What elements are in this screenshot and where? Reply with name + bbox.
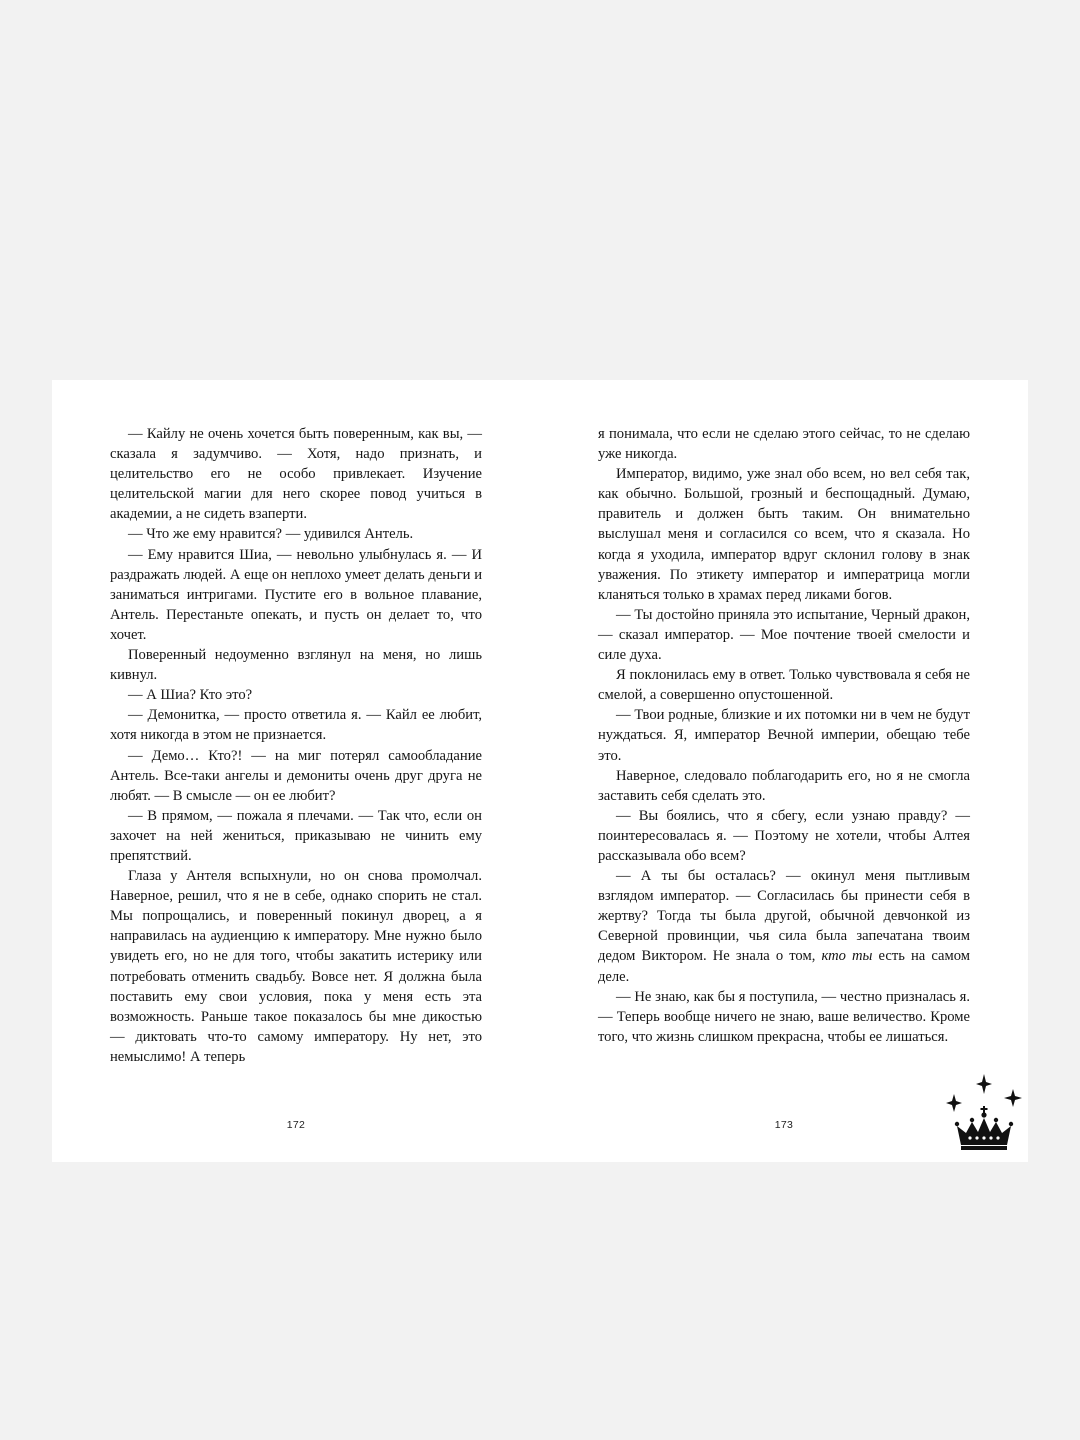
paragraph: — Ты достойно приняла это испытание, Черный дракон, — сказал император. — Мое почтение твоей смелости и силе духа. (598, 606, 970, 664)
italic-phrase: кто ты (821, 948, 873, 965)
paragraph: — Ему нравится Шиа, — невольно улыбнулась я. — И раздражать людей. А еще он неплохо умеет делать деньги и заниматься интригами. Пустите его в вольное плавание, Антель. Перестаньте опекать, и пусть он делает то, что хочет. (110, 546, 482, 643)
right-page-text (598, 424, 970, 1047)
continued-paragraph: я понимала, что если не сделаю этого сейчас, то не сделаю уже никогда. (598, 426, 970, 463)
page-number-right: 173 (774, 1119, 794, 1131)
page-number-left: 172 (286, 1119, 306, 1131)
paragraph: Поверенный недоуменно взглянул на меня, но лишь кивнул. (110, 647, 482, 684)
paragraph: Я поклонилась ему в ответ. Только чувствовала я себя не смелой, а совершенно опустошенной. (598, 667, 970, 704)
text-span: — А ты бы осталась? — окинул меня пытливым взглядом император. — Согласилась бы принести себя в жертву? Тогда ты была другой, обычной девчонкой из Северной провинции, чья сила была запечатана твоим дедом Виктором. Не знала о том, (598, 868, 970, 965)
crown-with-stars-icon (944, 1072, 1028, 1158)
paragraph: — В прямом, — пожала я плечами. — Так что, если он захочет на ней жениться, приказываю не чинить ему препятствий. (110, 807, 482, 864)
paragraph: — Твои родные, близкие и их потомки ни в чем не будут нуждаться. Я, император Вечной империи, обещаю тебе это. (598, 707, 970, 764)
paragraph: — Вы боялись, что я сбегу, если узнаю правду? — поинтересовалась я. — Поэтому не хотели, чтобы Алтея рассказывала обо всем? (598, 807, 970, 864)
paragraph: Наверное, следовало поблагодарить его, но я не смогла заставить себя сделать это. (598, 767, 970, 804)
paragraph: — Демонитка, — просто ответила я. — Кайл ее любит, хотя никогда в этом не признается. (110, 707, 482, 744)
book-spread (52, 380, 1028, 1162)
left-page-text (110, 424, 482, 1067)
paragraph: — Не знаю, как бы я поступила, — честно призналась я. — Теперь вообще ничего не знаю, ваше величество. Кроме того, что жизнь слишком прекрасна, чтобы ее лишаться. (598, 988, 970, 1045)
paragraph: Император, видимо, уже знал обо всем, но вел себя так, как обычно. Большой, грозный и беспощадный. Думаю, правитель и должен быть таким. Он внимательно выслушал меня и согласился со всем, что я сказала. Но когда я уходила, император вдруг склонил голову в знак уважения. По этикету император и императрица могли кланяться только в храмах перед ликами богов. (598, 466, 970, 603)
paragraph: — Что же ему нравится? — удивился Антель. (128, 526, 414, 543)
paragraph: — Кайлу не очень хочется быть поверенным, как вы, — сказала я задумчиво. — Хотя, надо признать, и целительство его не особо привлекает. Изучение целительской магии для него скорее повод учиться в академии, а не сидеть взаперти. (110, 426, 482, 523)
text-span: есть на самом деле. (598, 948, 970, 985)
paragraph: — А Шиа? Кто это? (128, 687, 253, 704)
paragraph-with-italic (598, 866, 970, 987)
paragraph: — Демо… Кто?! — на миг потерял самообладание Антель. Все-таки ангелы и демониты очень друг друга не любят. — В смысле — он ее любит? (110, 747, 482, 804)
paragraph: Глаза у Антеля вспыхнули, но он снова промолчал. Наверное, решил, что я не в себе, однако спорить не стал. Мы попрощались, и поверенный покинул дворец, а я направилась на аудиенцию к императору. Мне нужно было увидеть его, но не для того, чтобы закатить истерику или потребовать отменить свадьбу. Вовсе нет. Я должна была поставить ему свои условия, пока у меня есть эта возможность. Раньше такое показалось бы мне дикостью — диктовать что-то самому императору. Ну нет, это немыслимо! А теперь (110, 868, 482, 1065)
